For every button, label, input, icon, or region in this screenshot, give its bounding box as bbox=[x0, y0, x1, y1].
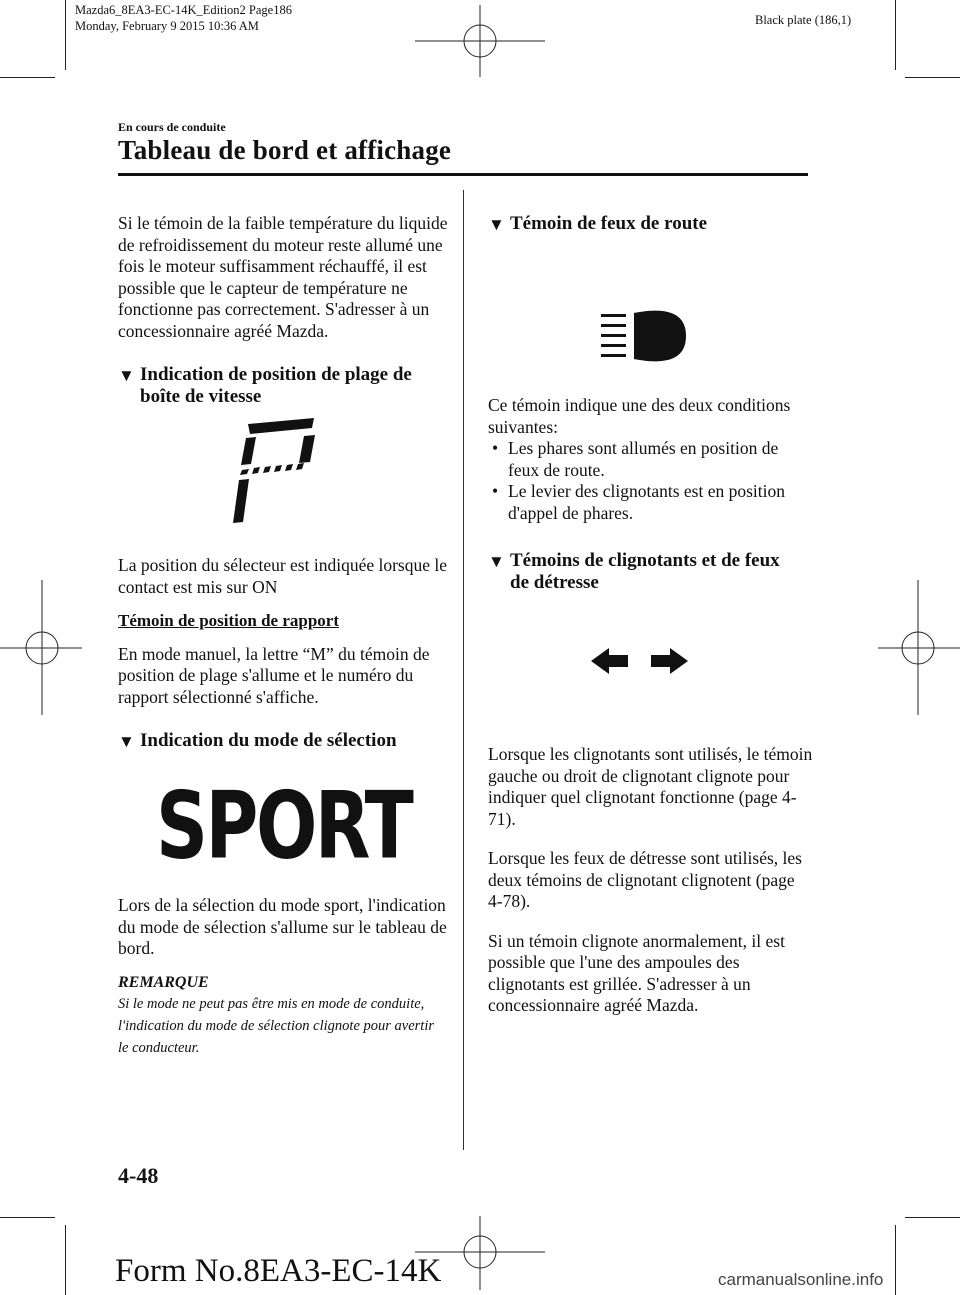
bullet-icon: • bbox=[492, 481, 499, 501]
left-column bbox=[118, 213, 448, 1059]
gear-text: La position du sélecteur est indiquée lorsque le contact est mis sur ON bbox=[118, 555, 448, 597]
page-number: 4-48 bbox=[118, 1163, 159, 1188]
right-arrow-icon bbox=[651, 648, 688, 674]
gear-section bbox=[118, 364, 448, 708]
turn-heading-line2: de détresse bbox=[510, 572, 599, 593]
title-rule bbox=[118, 173, 808, 176]
gear-heading-line2: boîte de vitesse bbox=[140, 386, 262, 407]
triangle-icon: ▼ bbox=[488, 552, 505, 571]
watermark: carmanualsonline.info bbox=[718, 1270, 884, 1289]
triangle-icon: ▼ bbox=[488, 215, 505, 234]
turn-paragraph-2: Lorsque les feux de détresse sont utilisés, les deux témoins de clignotant clignotent (page 4-78). bbox=[488, 848, 802, 911]
gear-subtext: En mode manuel, la lettre “M” du témoin de position de plage s'allume et le numéro du rapport sélectionné s'affiche. bbox=[118, 643, 430, 707]
mode-heading bbox=[118, 730, 448, 752]
mode-heading-text: Indication du mode de sélection bbox=[140, 730, 397, 751]
gear-subheading-wrap bbox=[118, 610, 448, 632]
sport-indicator-text: SPORT bbox=[156, 771, 412, 880]
turn-signal-arrows-icon bbox=[488, 594, 813, 744]
gear-p-indicator-icon bbox=[118, 414, 448, 549]
gear-heading-line1: Indication de position de plage de bbox=[140, 364, 412, 385]
turn-paragraph-3: Si un témoin clignote anormalement, il est possible que l'une des ampoules des clignotants est grillée. S'adresser à un concessionnaire agréé Mazda. bbox=[488, 930, 785, 1015]
note-title: REMARQUE bbox=[118, 973, 209, 991]
gear-heading bbox=[118, 364, 448, 408]
mode-text: Lors de la sélection du mode sport, l'indication du mode de sélection s'allume sur le tableau de bord. bbox=[118, 895, 447, 958]
list-item: • Le levier des clignotants est en position d'appel de phares. bbox=[492, 481, 786, 523]
triangle-icon: ▼ bbox=[118, 732, 135, 751]
turn-heading-line1: Témoins de clignotants et de feux bbox=[510, 550, 780, 571]
left-arrow-icon bbox=[591, 648, 628, 674]
print-header-file: Mazda6_8EA3-EC-14K_Edition2 Page186 bbox=[75, 3, 292, 17]
turn-heading bbox=[488, 550, 813, 594]
highbeam-section bbox=[488, 213, 813, 524]
list-item: • Les phares sont allumés en position de feux de route. bbox=[492, 438, 779, 480]
highbeam-heading-text: Témoin de feux de route bbox=[510, 213, 708, 234]
print-header bbox=[75, 2, 292, 34]
high-beam-icon bbox=[488, 235, 813, 385]
gear-subheading: Témoin de position de rapport bbox=[118, 611, 340, 630]
bullet-icon: • bbox=[492, 438, 499, 458]
sport-indicator-icon bbox=[118, 752, 448, 887]
note-text: Si le mode ne peut pas être mis en mode de conduite, l'indication du mode de sélection clignote pour avertir le conducteur. bbox=[118, 996, 434, 1056]
print-header-date: Monday, February 9 2015 10:36 AM bbox=[75, 19, 259, 33]
highbeam-heading bbox=[488, 213, 813, 235]
triangle-icon: ▼ bbox=[118, 366, 135, 385]
mode-section bbox=[118, 730, 448, 1059]
turn-section bbox=[488, 550, 813, 1017]
print-header-plate: Black plate (186,1) bbox=[755, 13, 852, 27]
right-column bbox=[488, 213, 813, 1029]
page-title: Tableau de bord et affichage bbox=[118, 135, 452, 165]
coolant-paragraph: Si le témoin de la faible température du liquide de refroidissement du moteur reste allumé une fois le moteur suffisamment réchauffé, il est possible que le capteur de température ne fonctionne pas correctement. S'adresser à un concessionnaire agréé Mazda. bbox=[118, 213, 448, 341]
highbeam-list bbox=[488, 438, 813, 524]
highbeam-text: Ce témoin indique une des deux conditions suivantes: bbox=[488, 395, 791, 437]
turn-paragraph-1: Lorsque les clignotants sont utilisés, le témoin gauche ou droit de clignotant clignote pour indiquer quel clignotant fonctionne (page 4-71). bbox=[488, 744, 813, 829]
section-label: En cours de conduite bbox=[118, 120, 226, 134]
form-number: Form No.8EA3-EC-14K bbox=[115, 1253, 442, 1289]
column-divider bbox=[463, 190, 464, 1150]
